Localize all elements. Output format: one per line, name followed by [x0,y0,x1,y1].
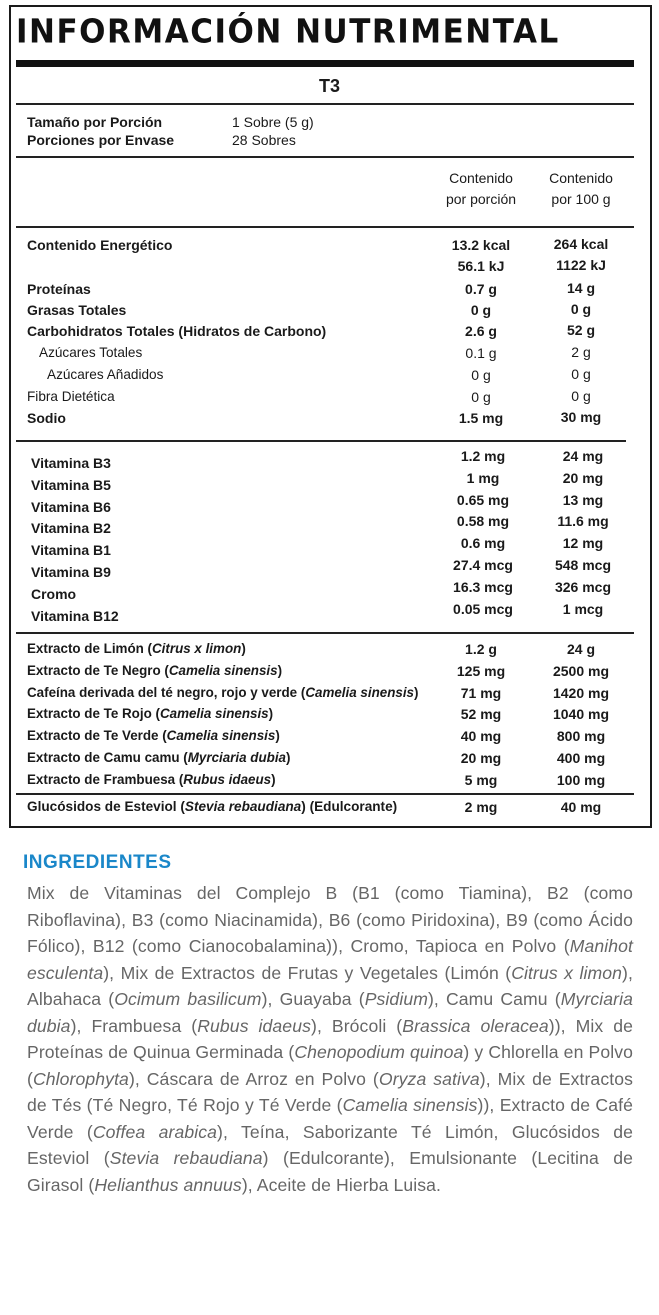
column-header-per100-line2: por 100 g [551,191,611,207]
ingredient-scientific-name: Oryza sativa [378,1068,480,1089]
extract-per100: 100 mg [556,771,606,788]
sweetener-name: Glucósidos de Esteviol [27,799,177,814]
nutrients-rule [16,440,626,442]
nutrient-serving: 0.7 g [465,281,497,297]
extract-serving: 52 mg [460,706,502,723]
nutrient-per100: 30 mg [560,409,602,425]
sweetener-scientific-name: Stevia rebaudiana [184,799,302,814]
extract-per100: 400 mg [556,750,606,766]
sweetener-label: Glucósidos de Esteviol (Stevia rebaudiana) (Edulcorante) [27,799,398,814]
nutrient-label: Grasas Totales [27,302,127,318]
serving-rule [16,156,634,158]
nutrient-per100: 0 g [571,366,591,382]
vitamin-label: Vitamina B12 [31,607,119,624]
nutrition-title: INFORMACIÓN NUTRIMENTAL [16,13,560,51]
vitamin-label: Vitamina B5 [31,476,111,493]
ingredient-scientific-name: Psidium [364,989,428,1009]
nutrient-label: Fibra Dietética [27,389,115,404]
extract-name: Extracto de Limón [27,641,144,656]
extract-scientific-name: Camelia sinensis [168,662,278,678]
extract-label: Extracto de Te Rojo (Camelia sinensis) [27,706,274,722]
extract-scientific-name: Camelia sinensis [159,706,269,722]
ingredient-text: ), Albahaca ( [27,962,633,1009]
ingredient-text: ), Guayaba ( [261,989,365,1009]
nutrient-serving: 0 g [471,367,491,383]
ingredient-text: ), Aceite de Hierba Luisa. [241,1174,441,1195]
servings-per-container-label: Porciones por Envase [27,132,175,148]
extract-per100: 24 g [566,641,595,657]
extract-name: Extracto de Te Verde [27,728,159,744]
ingredient-text: Mix de Vitaminas del Complejo B (B1 (como Tiamina), B2 (como Riboflavina), B3 (como Niacinamida), B6 (como Piridoxina), B9 (como Ácido Fólico), B12 (como Cianocobalamina)), Cromo, Tapioca en Polvo ( [27,883,633,956]
extract-per100: 1040 mg [552,706,610,723]
extract-serving: 5 mg [464,771,498,788]
extract-serving: 125 mg [456,662,506,679]
extract-scientific-name: Myrciaria dubia [187,750,286,765]
extracts-rule [16,793,634,795]
vitamin-per100: 13 mg [562,491,604,508]
extract-name: Cafeína derivada del té negro, rojo y verde [27,684,298,700]
ingredient-scientific-name: Myrciaria dubia [27,989,633,1036]
vitamin-serving: 16.3 mcg [453,578,513,595]
nutrient-per100: 0 g [571,388,591,404]
product-name: T3 [318,76,340,96]
nutrient-label: Sodio [27,410,66,426]
column-header-serving [431,170,531,207]
ingredient-scientific-name: Brassica oleracea [402,1015,549,1036]
vitamin-serving: 0.6 mg [460,535,506,552]
extract-scientific-name: Camelia sinensis [305,684,414,700]
extract-scientific-name: Camelia sinensis [166,728,276,744]
energy-serving-kcal: 13.2 kcal [451,237,511,253]
ingredient-text: ), Brócoli ( [310,1015,403,1036]
extract-label: Extracto de Limón (Citrus x limon) [27,641,246,656]
vitamin-per100: 11.6 mg [557,513,609,530]
vitamin-label: Vitamina B9 [31,564,111,580]
ingredient-text: )), Extracto de Café Verde ( [27,1095,633,1142]
ingredient-scientific-name: Chlorophyta [32,1068,129,1089]
ingredient-scientific-name: Ocimum basilicum [114,989,262,1009]
vitamins-rule [16,632,634,634]
vitamin-serving: 1.2 mg [460,448,506,464]
ingredient-scientific-name: Chenopodium quinoa [294,1042,464,1062]
extract-name: Extracto de Camu camu [27,750,180,765]
extract-per100: 1420 mg [552,684,610,701]
extract-name: Extracto de Te Negro [27,662,161,678]
extract-label: Extracto de Te Verde (Camelia sinensis) [27,728,280,744]
ingredient-text: ), Mix de Extractos de Tés (Té Negro, Té Rojo y Té Verde ( [27,1068,633,1115]
vitamin-per100: 12 mg [562,535,604,552]
column-header-per100 [536,170,626,207]
vitamin-per100: 20 mg [562,469,604,486]
ingredient-scientific-name: Coffea arabica [92,1121,218,1142]
vitamin-per100: 548 mcg [554,557,612,573]
ingredient-text: ), Cáscara de Arroz en Polvo ( [128,1068,379,1089]
extract-serving: 71 mg [460,684,502,701]
column-header-per100-line1: Contenido [549,170,613,186]
ingredient-text: ) (Edulcorante), Emulsionante (Lecitina de Girasol ( [27,1148,633,1195]
nutrient-label: Proteínas [27,281,91,297]
energy-serving-kj: 56.1 kJ [457,258,505,274]
sweetener-serving: 2 mg [464,799,498,815]
vitamin-label: Vitamina B3 [31,455,111,471]
extract-label: Extracto de Te Negro (Camelia sinensis) [27,662,283,678]
energy-label: Contenido Energético [27,237,173,253]
vitamin-label: Vitamina B6 [31,498,111,515]
energy-per100-kj: 1122 kJ [556,257,606,273]
nutrient-serving: 1.5 mg [458,410,504,426]
extract-label: Extracto de Camu camu (Myrciaria dubia) [27,750,291,765]
nutrient-label: Azúcares Totales [39,345,143,360]
extract-scientific-name: Citrus x limon [152,641,242,656]
energy-per100-kcal: 264 kcal [553,236,609,252]
ingredient-text: ) y Chlorella en Polvo ( [27,1042,633,1089]
ingredient-scientific-name: Camelia sinensis [342,1095,478,1115]
ingredients-heading: INGREDIENTES [23,852,172,873]
ingredient-text: )), Mix de Proteínas de Quinua Germinada ( [27,1015,633,1062]
extract-per100: 800 mg [556,728,606,745]
vitamin-serving: 0.05 mcg [453,600,513,617]
vitamin-per100: 24 mg [562,448,604,464]
extract-label: Cafeína derivada del té negro, rojo y verde (Camelia sinensis) [27,684,419,700]
ingredient-scientific-name: Helianthus annuus [94,1174,242,1195]
vitamin-serving: 0.65 mg [456,491,510,508]
ingredient-scientific-name: Stevia rebaudiana [109,1148,263,1168]
nutrient-serving: 0 g [471,389,491,405]
title-rule [16,60,634,67]
extract-per100: 2500 mg [552,662,610,679]
extract-serving: 1.2 g [465,641,497,657]
nutrient-per100: 2 g [571,344,591,360]
extract-scientific-name: Rubus idaeus [183,771,272,787]
sweetener-per100: 40 mg [560,799,602,815]
header-rule [16,226,634,228]
servings-per-container-value: 28 Sobres [232,132,296,148]
ingredient-scientific-name: Citrus x limon [511,962,623,983]
extract-serving: 40 mg [460,728,502,745]
extract-name: Extracto de Te Rojo [27,706,152,722]
extract-label: Extracto de Frambuesa (Rubus idaeus) [27,771,276,787]
serving-size-value: 1 Sobre (5 g) [232,114,314,130]
vitamin-serving: 0.58 mg [456,513,510,530]
ingredients-text [27,880,633,1198]
extract-name: Extracto de Frambuesa [27,771,176,787]
vitamin-per100: 1 mcg [562,600,604,617]
nutrient-per100: 14 g [566,280,595,296]
extract-serving: 20 mg [460,750,502,766]
ingredient-text: ), Mix de Extractos de Frutas y Vegetales (Limón ( [103,962,512,983]
ingredient-scientific-name: Rubus idaeus [197,1015,311,1036]
ingredient-scientific-name: Manihot esculenta [27,936,633,983]
sweetener-suffix: (Edulcorante) [309,799,398,814]
column-header-serving-line2: por porción [445,191,517,207]
nutrient-per100: 0 g [570,301,592,317]
nutrient-serving: 0 g [470,302,492,318]
nutrient-per100: 52 g [566,322,595,338]
nutrient-serving: 0.1 g [465,345,497,361]
serving-size-label: Tamaño por Porción [27,114,163,130]
vitamin-label: Vitamina B2 [31,520,111,537]
vitamin-label: Cromo [31,585,77,602]
nutrient-label: Azúcares Añadidos [47,367,164,382]
vitamin-serving: 1 mg [466,469,500,486]
column-header-serving-line1: Contenido [449,170,513,186]
vitamin-serving: 27.4 mcg [453,557,513,573]
ingredient-text: ), Teína, Saborizante Té Limón, Glucósidos de Esteviol ( [27,1121,633,1168]
nutrient-serving: 2.6 g [465,323,497,339]
product-rule [16,103,634,105]
vitamin-label: Vitamina B1 [31,542,111,559]
ingredient-text: ), Frambuesa ( [70,1015,198,1036]
ingredient-text: ), Camu Camu ( [427,989,561,1009]
vitamin-per100: 326 mcg [554,578,612,595]
nutrient-label: Carbohidratos Totales (Hidratos de Carbono) [27,323,327,339]
